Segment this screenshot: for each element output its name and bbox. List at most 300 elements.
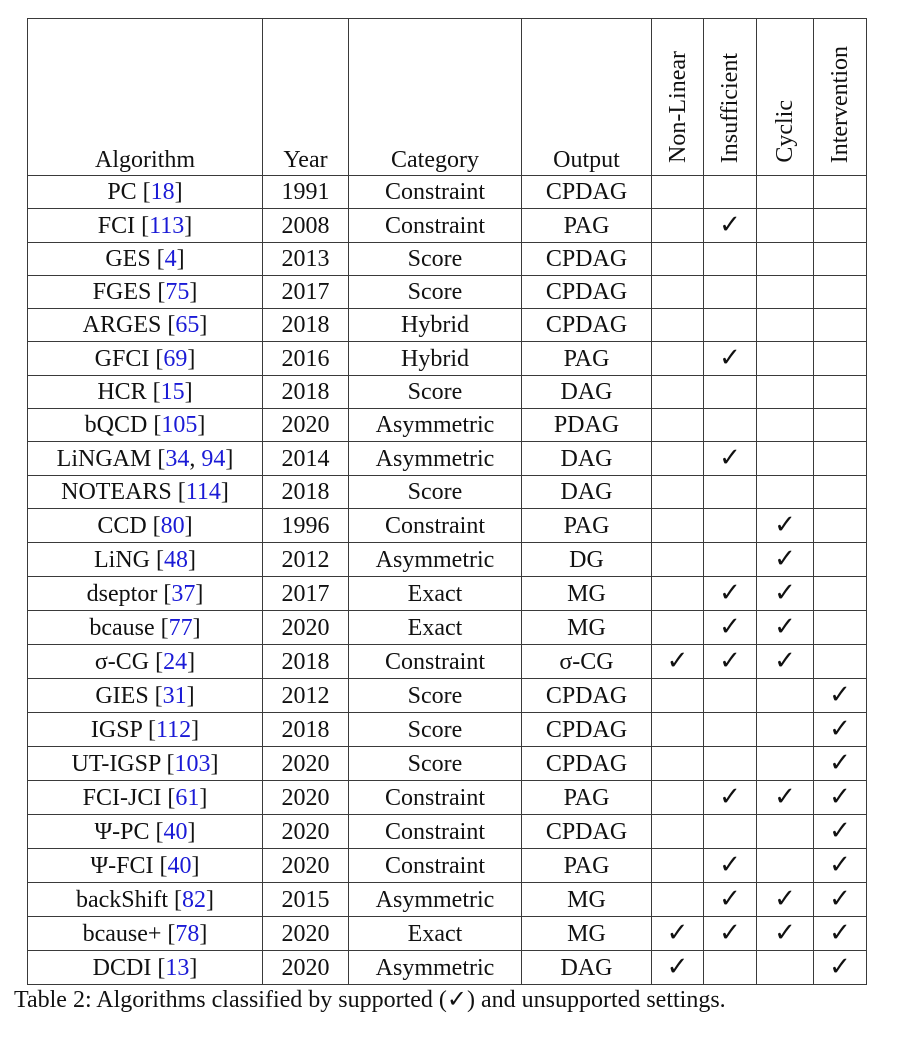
header-year: Year (263, 19, 349, 176)
insufficient-cell (704, 645, 757, 679)
citation-link[interactable]: 40 (163, 818, 188, 845)
cyclic-cell (757, 747, 814, 781)
category-cell: Score (349, 476, 522, 509)
intervention-cell (814, 442, 867, 476)
category-cell: Asymmetric (349, 951, 522, 985)
insufficient-cell (704, 509, 757, 543)
insufficient-cell (704, 781, 757, 815)
algorithm-name: IGSP (90, 716, 143, 743)
header-insufficient-label: Insufficient (717, 52, 743, 163)
citation-link[interactable]: 113 (149, 212, 185, 239)
table-body (28, 176, 867, 985)
algorithm-name: NOTEARS (61, 479, 172, 505)
cyclic-cell (757, 951, 814, 985)
citation-link[interactable]: 78 (175, 920, 200, 947)
cyclic-cell (757, 577, 814, 611)
output-cell: DAG (522, 442, 652, 476)
header-non-linear (652, 19, 704, 176)
category-cell: Exact (349, 917, 522, 951)
table-row (28, 276, 867, 309)
checkmark-icon: ✓ (719, 578, 741, 607)
cyclic-cell (757, 176, 814, 209)
table-row (28, 543, 867, 577)
category-cell: Constraint (349, 781, 522, 815)
insufficient-cell (704, 917, 757, 951)
category-cell: Exact (349, 611, 522, 645)
non-linear-cell (652, 243, 704, 276)
citation-link[interactable]: 82 (181, 886, 206, 913)
non-linear-cell (652, 747, 704, 781)
cyclic-cell (757, 409, 814, 442)
non-linear-cell (652, 917, 704, 951)
algorithm-cell: FGES [75] (28, 276, 263, 309)
category-cell: Hybrid (349, 342, 522, 376)
intervention-cell (814, 951, 867, 985)
insufficient-cell (704, 409, 757, 442)
year-cell: 1996 (263, 509, 349, 543)
header-cyclic-label: Cyclic (772, 100, 798, 163)
header-row (28, 19, 867, 176)
insufficient-cell (704, 713, 757, 747)
algorithm-cell: dseptor [37] (28, 577, 263, 611)
table-caption: Table 2: Algorithms classified by supported (✓) and unsupported settings. (14, 987, 726, 1013)
non-linear-cell (652, 849, 704, 883)
category-cell: Exact (349, 577, 522, 611)
insufficient-cell (704, 611, 757, 645)
algorithm-name: σ-CG (94, 648, 150, 675)
output-cell: DAG (522, 951, 652, 985)
insufficient-cell (704, 951, 757, 985)
output-cell: MG (522, 883, 652, 917)
algorithm-cell: GFCI [69] (28, 342, 263, 376)
output-cell: MG (522, 611, 652, 645)
checkmark-icon: ✓ (829, 782, 851, 811)
intervention-cell (814, 713, 867, 747)
insufficient-cell (704, 276, 757, 309)
output-cell: DAG (522, 476, 652, 509)
table-row (28, 409, 867, 442)
algorithm-cell: bcause [77] (28, 611, 263, 645)
algorithm-name: FCI (97, 212, 136, 239)
algorithm-name: LiNGAM (56, 445, 152, 472)
cyclic-cell (757, 781, 814, 815)
intervention-cell (814, 342, 867, 376)
table-row (28, 883, 867, 917)
cyclic-cell (757, 476, 814, 509)
year-cell: 2012 (263, 679, 349, 713)
algorithm-name: bcause (89, 614, 155, 641)
cyclic-cell (757, 679, 814, 713)
citation-link[interactable]: 94 (201, 445, 226, 472)
output-cell: PAG (522, 509, 652, 543)
intervention-cell (814, 849, 867, 883)
checkmark-icon: ✓ (774, 646, 796, 675)
table-row (28, 509, 867, 543)
non-linear-cell (652, 276, 704, 309)
checkmark-icon: ✓ (666, 918, 689, 947)
algorithm-cell: backShift [82] (28, 883, 263, 917)
algorithm-name: GFCI (94, 345, 150, 372)
citation-link[interactable]: 18 (150, 179, 175, 205)
insufficient-cell (704, 747, 757, 781)
checkmark-icon: ✓ (774, 544, 796, 573)
algorithm-cell: CCD [80] (28, 509, 263, 543)
non-linear-cell (652, 342, 704, 376)
algorithm-cell: NOTEARS [114] (28, 476, 263, 509)
checkmark-icon: ✓ (719, 612, 741, 641)
citation-link[interactable]: 103 (174, 750, 211, 777)
output-cell: CPDAG (522, 679, 652, 713)
year-cell: 2012 (263, 543, 349, 577)
algorithm-cell: ARGES [65] (28, 309, 263, 342)
algorithm-name: dseptor (86, 580, 158, 607)
algorithm-name: bQCD (84, 412, 148, 438)
checkmark-icon: ✓ (666, 952, 689, 981)
non-linear-cell (652, 209, 704, 243)
algorithm-cell: DCDI [13] (28, 951, 263, 985)
table-row (28, 679, 867, 713)
category-cell: Score (349, 243, 522, 276)
non-linear-cell (652, 611, 704, 645)
year-cell: 2018 (263, 476, 349, 509)
table-row (28, 917, 867, 951)
non-linear-cell (652, 543, 704, 577)
year-cell: 2013 (263, 243, 349, 276)
citation-link[interactable]: 80 (160, 512, 185, 539)
algorithm-cell: Ψ-PC [40] (28, 815, 263, 849)
algorithm-name: UT-IGSP (71, 750, 161, 777)
table-row (28, 577, 867, 611)
table-row (28, 951, 867, 985)
algorithm-cell: IGSP [112] (28, 713, 263, 747)
header-output: Output (522, 19, 652, 176)
intervention-cell (814, 815, 867, 849)
non-linear-cell (652, 376, 704, 409)
checkmark-icon: ✓ (719, 443, 741, 472)
non-linear-cell (652, 815, 704, 849)
header-intervention (814, 19, 867, 176)
year-cell: 2008 (263, 209, 349, 243)
non-linear-cell (652, 509, 704, 543)
intervention-cell (814, 917, 867, 951)
output-cell: DG (522, 543, 652, 577)
insufficient-cell (704, 209, 757, 243)
year-cell: 2018 (263, 376, 349, 409)
citation-link[interactable]: 105 (161, 412, 198, 438)
table-row (28, 815, 867, 849)
cyclic-cell (757, 645, 814, 679)
category-cell: Score (349, 376, 522, 409)
algorithm-cell: LiNG [48] (28, 543, 263, 577)
citation-link[interactable]: 31 (162, 682, 187, 709)
non-linear-cell (652, 476, 704, 509)
category-cell: Score (349, 713, 522, 747)
algorithm-cell: Ψ-FCI [40] (28, 849, 263, 883)
category-cell: Score (349, 679, 522, 713)
header-insufficient (704, 19, 757, 176)
year-cell: 2020 (263, 747, 349, 781)
checkmark-icon: ✓ (774, 578, 796, 607)
output-cell: PAG (522, 849, 652, 883)
year-cell: 2020 (263, 815, 349, 849)
insufficient-cell (704, 883, 757, 917)
table-row (28, 645, 867, 679)
intervention-cell (814, 747, 867, 781)
citation-link[interactable]: 40 (167, 852, 192, 879)
cyclic-cell (757, 815, 814, 849)
algorithm-name: DCDI (92, 954, 152, 981)
citation-link[interactable]: 37 (171, 580, 196, 607)
category-cell: Asymmetric (349, 409, 522, 442)
output-cell: PAG (522, 209, 652, 243)
insufficient-cell (704, 815, 757, 849)
algorithm-cell: HCR [15] (28, 376, 263, 409)
cyclic-cell (757, 509, 814, 543)
cyclic-cell (757, 713, 814, 747)
citation-link[interactable]: 65 (175, 312, 200, 338)
category-cell: Constraint (349, 849, 522, 883)
intervention-cell (814, 781, 867, 815)
output-cell: PAG (522, 342, 652, 376)
non-linear-cell (652, 409, 704, 442)
insufficient-cell (704, 476, 757, 509)
insufficient-cell (704, 849, 757, 883)
year-cell: 2020 (263, 917, 349, 951)
table-row (28, 342, 867, 376)
insufficient-cell (704, 376, 757, 409)
citation-link[interactable]: 34 (165, 445, 190, 472)
year-cell: 2017 (263, 577, 349, 611)
algorithm-cell: LiNGAM [34, 94] (28, 442, 263, 476)
citation-link[interactable]: 112 (156, 716, 192, 743)
output-cell: CPDAG (522, 713, 652, 747)
checkmark-icon: ✓ (719, 343, 741, 372)
output-cell: CPDAG (522, 747, 652, 781)
algorithm-cell: bcause+ [78] (28, 917, 263, 951)
checkmark-icon: ✓ (774, 918, 796, 947)
algorithm-cell: FCI [113] (28, 209, 263, 243)
category-cell: Constraint (349, 176, 522, 209)
cyclic-cell (757, 209, 814, 243)
year-cell: 2020 (263, 781, 349, 815)
checkmark-icon: ✓ (829, 918, 851, 947)
insufficient-cell (704, 309, 757, 342)
checkmark-icon: ✓ (774, 612, 796, 641)
insufficient-cell (704, 342, 757, 376)
output-cell: σ-CG (522, 645, 652, 679)
table-row (28, 442, 867, 476)
algorithm-name: bcause+ (82, 920, 162, 947)
algorithm-cell: PC [18] (28, 176, 263, 209)
algorithm-name: FGES (92, 279, 152, 305)
algorithm-name: FCI-JCI (82, 784, 162, 811)
category-cell: Score (349, 747, 522, 781)
citation-link[interactable]: 48 (164, 546, 188, 573)
checkmark-icon: ✓ (719, 782, 741, 811)
header-cyclic (757, 19, 814, 176)
intervention-cell (814, 577, 867, 611)
table-row (28, 309, 867, 342)
year-cell: 2015 (263, 883, 349, 917)
cyclic-cell (757, 442, 814, 476)
checkmark-icon: ✓ (829, 952, 851, 981)
output-cell: CPDAG (522, 815, 652, 849)
insufficient-cell (704, 243, 757, 276)
checkmark-icon: ✓ (829, 850, 851, 879)
output-cell: CPDAG (522, 243, 652, 276)
cyclic-cell (757, 611, 814, 645)
table-row (28, 376, 867, 409)
table-row (28, 713, 867, 747)
algorithm-name: LiNG (94, 546, 150, 573)
intervention-cell (814, 543, 867, 577)
header-non-linear-label: Non-Linear (664, 51, 691, 163)
citation-link[interactable]: 4 (164, 246, 177, 272)
algorithm-cell: GIES [31] (28, 679, 263, 713)
intervention-cell (814, 309, 867, 342)
insufficient-cell (704, 679, 757, 713)
year-cell: 2020 (263, 611, 349, 645)
intervention-cell (814, 376, 867, 409)
algorithm-cell: UT-IGSP [103] (28, 747, 263, 781)
algorithm-name: GES (105, 246, 151, 272)
cyclic-cell (757, 543, 814, 577)
citation-link[interactable]: 75 (165, 279, 190, 305)
algorithm-name: HCR (97, 379, 147, 405)
checkmark-icon: ✓ (666, 646, 689, 675)
intervention-cell (814, 276, 867, 309)
citation-link[interactable]: 13 (165, 954, 190, 981)
algorithm-name: Ψ-PC (94, 818, 150, 845)
category-cell: Score (349, 276, 522, 309)
header-category: Category (349, 19, 522, 176)
output-cell: PAG (522, 781, 652, 815)
non-linear-cell (652, 309, 704, 342)
algorithm-name: backShift (76, 886, 168, 913)
intervention-cell (814, 476, 867, 509)
checkmark-icon: ✓ (829, 714, 851, 743)
algorithm-name: GIES (95, 682, 149, 709)
non-linear-cell (652, 713, 704, 747)
category-cell: Constraint (349, 815, 522, 849)
category-cell: Asymmetric (349, 883, 522, 917)
table-row (28, 611, 867, 645)
algorithms-table (27, 18, 867, 985)
table-row (28, 209, 867, 243)
citation-link[interactable]: 77 (168, 614, 193, 641)
citation-link[interactable]: 69 (163, 345, 188, 372)
checkmark-icon: ✓ (829, 680, 851, 709)
non-linear-cell (652, 176, 704, 209)
insufficient-cell (704, 543, 757, 577)
insufficient-cell (704, 442, 757, 476)
year-cell: 2014 (263, 442, 349, 476)
checkmark-icon: ✓ (719, 850, 741, 879)
non-linear-cell (652, 577, 704, 611)
year-cell: 2020 (263, 849, 349, 883)
category-cell: Hybrid (349, 309, 522, 342)
insufficient-cell (704, 577, 757, 611)
category-cell: Asymmetric (349, 543, 522, 577)
category-cell: Constraint (349, 209, 522, 243)
year-cell: 2016 (263, 342, 349, 376)
cyclic-cell (757, 917, 814, 951)
non-linear-cell (652, 951, 704, 985)
algorithm-cell: bQCD [105] (28, 409, 263, 442)
algorithm-cell: FCI-JCI [61] (28, 781, 263, 815)
table-row (28, 781, 867, 815)
algorithm-name: CCD (97, 512, 147, 539)
checkmark-icon: ✓ (829, 884, 851, 913)
checkmark-icon: ✓ (774, 782, 796, 811)
year-cell: 2018 (263, 309, 349, 342)
intervention-cell (814, 176, 867, 209)
output-cell: CPDAG (522, 276, 652, 309)
intervention-cell (814, 611, 867, 645)
year-cell: 2017 (263, 276, 349, 309)
algorithm-name: Ψ-FCI (90, 852, 154, 879)
cyclic-cell (757, 309, 814, 342)
intervention-cell (814, 509, 867, 543)
algorithm-cell: σ-CG [24] (28, 645, 263, 679)
output-cell: DAG (522, 376, 652, 409)
cyclic-cell (757, 276, 814, 309)
checkmark-icon: ✓ (829, 816, 851, 845)
non-linear-cell (652, 645, 704, 679)
intervention-cell (814, 209, 867, 243)
algorithm-name: PC (107, 179, 137, 205)
output-cell: CPDAG (522, 176, 652, 209)
checkmark-icon: ✓ (774, 884, 796, 913)
year-cell: 2018 (263, 713, 349, 747)
output-cell: PDAG (522, 409, 652, 442)
year-cell: 2018 (263, 645, 349, 679)
non-linear-cell (652, 442, 704, 476)
intervention-cell (814, 409, 867, 442)
output-cell: MG (522, 917, 652, 951)
citation-link[interactable]: 15 (160, 379, 185, 405)
checkmark-icon: ✓ (719, 210, 741, 239)
category-cell: Asymmetric (349, 442, 522, 476)
non-linear-cell (652, 781, 704, 815)
citation-link[interactable]: 114 (185, 479, 221, 505)
intervention-cell (814, 679, 867, 713)
table-row (28, 476, 867, 509)
year-cell: 1991 (263, 176, 349, 209)
category-cell: Constraint (349, 645, 522, 679)
checkmark-icon: ✓ (719, 646, 741, 675)
table-row (28, 849, 867, 883)
header-intervention-label: Intervention (827, 45, 853, 163)
header-algorithm: Algorithm (28, 19, 263, 176)
algorithm-name: ARGES (82, 312, 162, 338)
checkmark-icon: ✓ (829, 748, 851, 777)
algorithm-cell: GES [4] (28, 243, 263, 276)
cyclic-cell (757, 342, 814, 376)
cyclic-cell (757, 883, 814, 917)
cyclic-cell (757, 243, 814, 276)
insufficient-cell (704, 176, 757, 209)
citation-link[interactable]: 61 (175, 784, 200, 811)
output-cell: CPDAG (522, 309, 652, 342)
non-linear-cell (652, 883, 704, 917)
table-row (28, 243, 867, 276)
table-row (28, 747, 867, 781)
checkmark-icon: ✓ (719, 918, 741, 947)
cyclic-cell (757, 376, 814, 409)
citation-link[interactable]: 24 (163, 648, 188, 675)
table-row (28, 176, 867, 209)
